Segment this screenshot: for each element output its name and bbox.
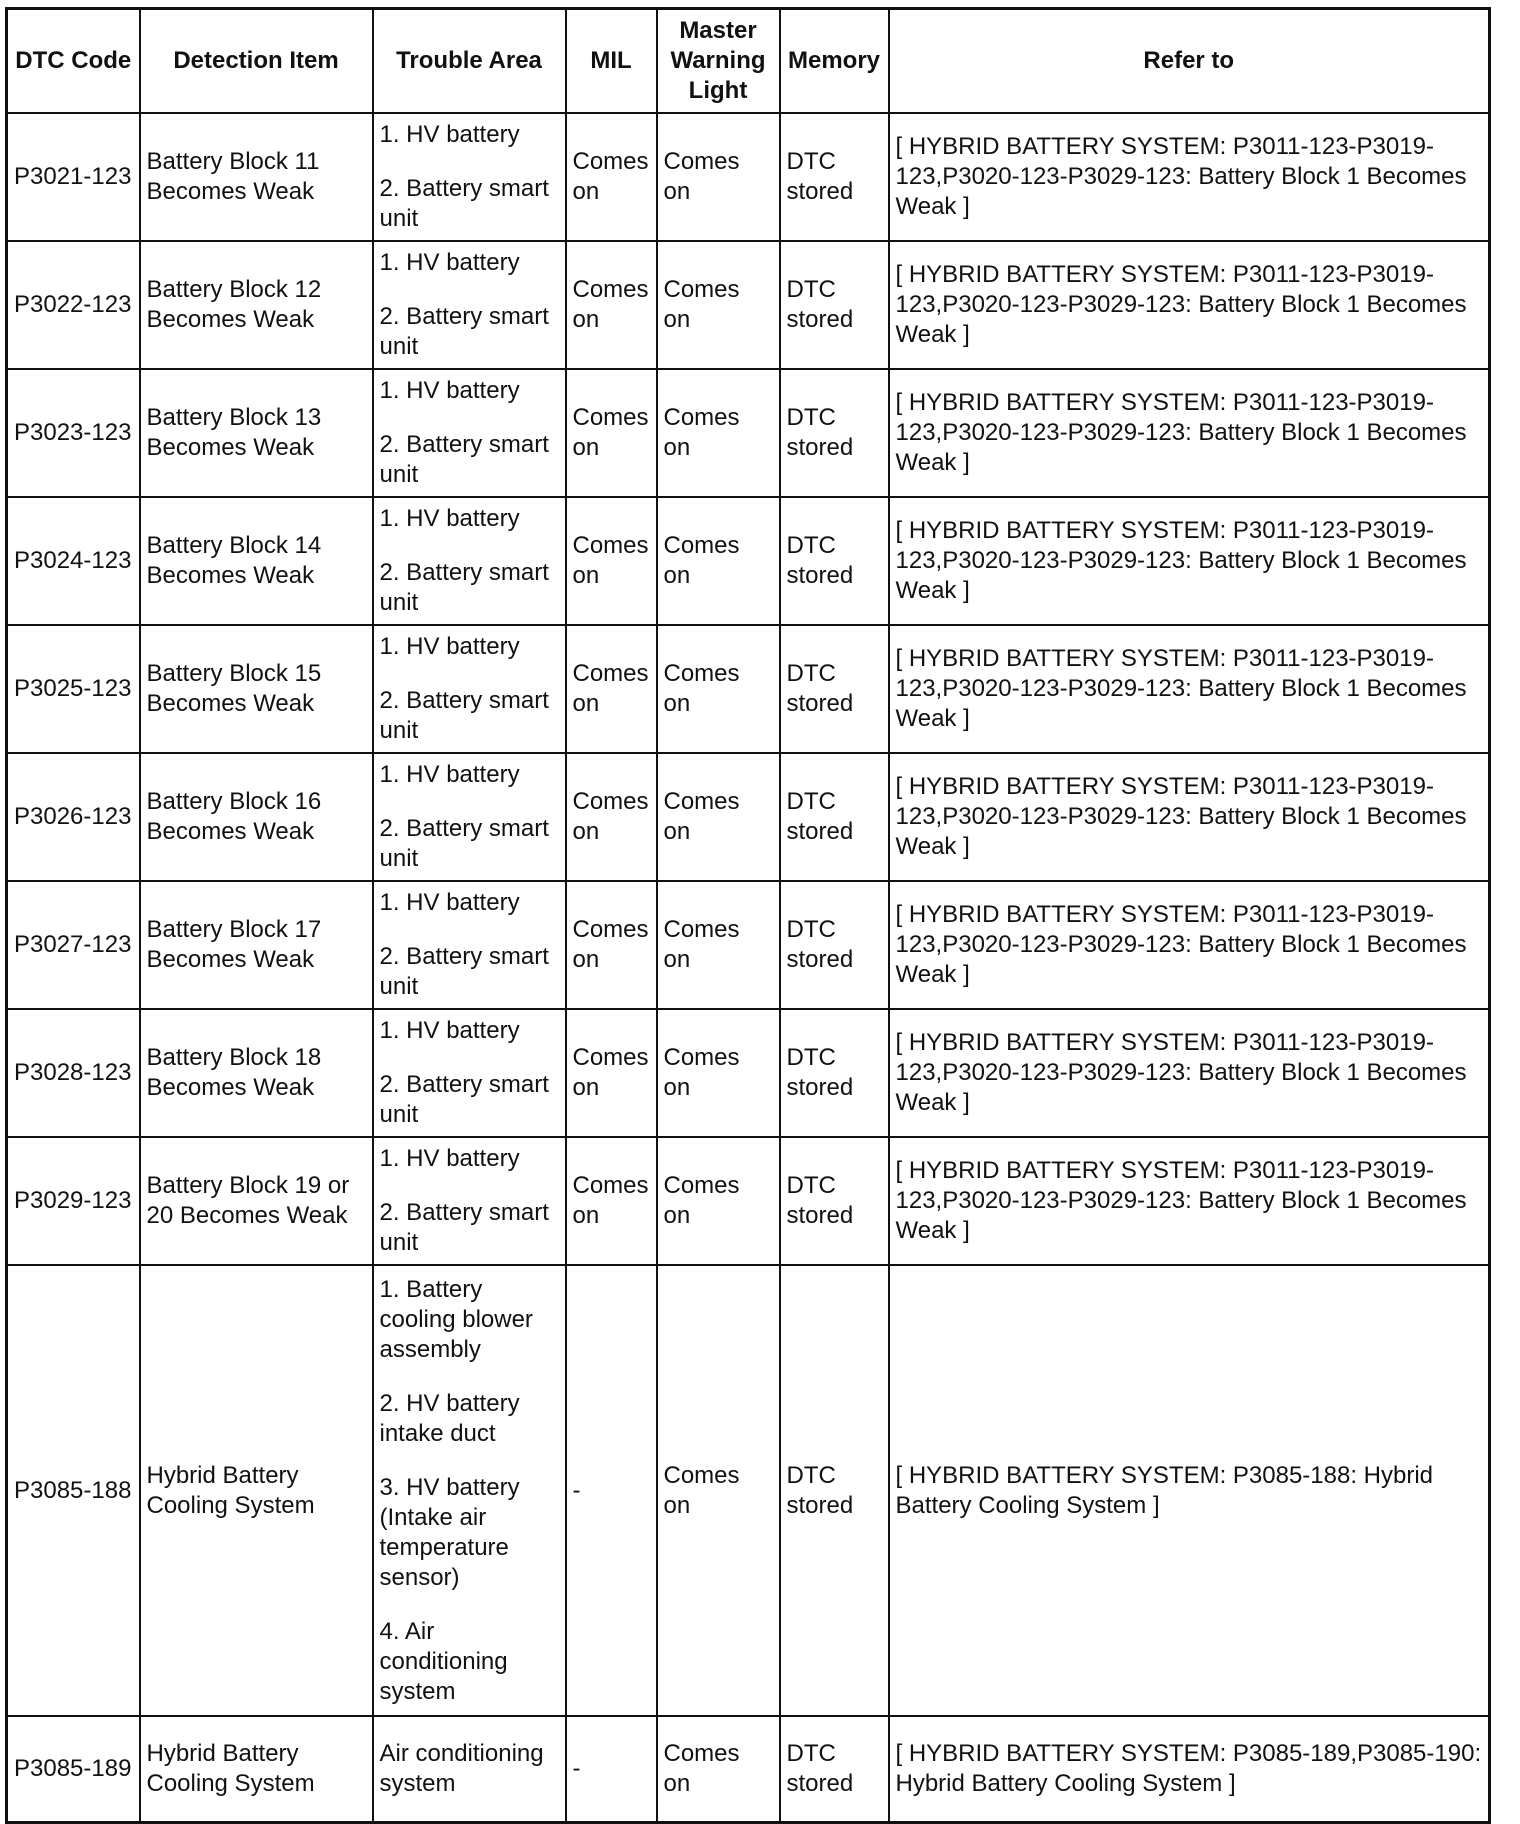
trouble-area-item: 2. Battery smart unit [379,303,549,360]
trouble-area-item: 1. HV battery [379,505,520,532]
trouble-area-item: 3. HV battery (Intake air temperature sensor) [379,1473,520,1591]
table-row [7,1009,1490,1137]
trouble-area-item: Air conditioning system [379,1740,544,1797]
header-memory: Memory [780,9,889,114]
refer-to-cell: [ HYBRID BATTERY SYSTEM: P3085-188: Hybrid Battery Cooling System ] [889,1265,1490,1716]
dtc-code-cell: P3026-123 [7,753,140,881]
detection-item-cell: Hybrid Battery Cooling System [140,1265,373,1716]
mil-cell: Comes on [566,1009,657,1137]
refer-to-cell: [ HYBRID BATTERY SYSTEM: P3011-123-P3019-123,P3020-123-P3029-123: Battery Block 1 Becomes Weak ] [889,881,1490,1009]
memory-cell: DTC stored [780,1009,889,1137]
trouble-area-cell [373,369,566,497]
header-master-warning-light: Master Warning Light [657,9,780,114]
header-mil: MIL [566,9,657,114]
detection-item-cell: Battery Block 14 Becomes Weak [140,497,373,625]
detection-item-cell: Battery Block 13 Becomes Weak [140,369,373,497]
mil-cell: Comes on [566,881,657,1009]
table-body [7,113,1490,1823]
detection-item-cell: Battery Block 18 Becomes Weak [140,1009,373,1137]
table-row [7,1716,1490,1823]
trouble-area-item: 1. HV battery [379,1017,520,1044]
dtc-code-cell: P3023-123 [7,369,140,497]
memory-cell: DTC stored [780,1716,889,1823]
master-warning-light-cell: Comes on [657,369,780,497]
table-row [7,625,1490,753]
header-detection-item: Detection Item [140,9,373,114]
dtc-code-cell: P3025-123 [7,625,140,753]
dtc-code-cell: P3024-123 [7,497,140,625]
table-row [7,1265,1490,1716]
mil-cell: Comes on [566,753,657,881]
header-refer-to: Refer to [889,9,1490,114]
trouble-area-cell [373,1716,566,1823]
master-warning-light-cell: Comes on [657,1137,780,1265]
header-dtc-code: DTC Code [7,9,140,114]
trouble-area-cell [373,1009,566,1137]
dtc-code-cell: P3022-123 [7,241,140,369]
table-row [7,241,1490,369]
trouble-area-item: 2. Battery smart unit [379,1071,549,1128]
master-warning-light-cell: Comes on [657,625,780,753]
dtc-code-cell: P3085-189 [7,1716,140,1823]
master-warning-light-cell: Comes on [657,497,780,625]
memory-cell: DTC stored [780,1137,889,1265]
mil-cell: Comes on [566,625,657,753]
memory-cell: DTC stored [780,1265,889,1716]
mil-cell: Comes on [566,497,657,625]
refer-to-cell: [ HYBRID BATTERY SYSTEM: P3011-123-P3019-123,P3020-123-P3029-123: Battery Block 1 Becomes Weak ] [889,497,1490,625]
trouble-area-cell [373,1265,566,1716]
detection-item-cell: Battery Block 15 Becomes Weak [140,625,373,753]
trouble-area-item: 1. HV battery [379,121,520,148]
trouble-area-item: 2. Battery smart unit [379,431,549,488]
trouble-area-cell [373,113,566,241]
master-warning-light-cell: Comes on [657,1716,780,1823]
refer-to-cell: [ HYBRID BATTERY SYSTEM: P3011-123-P3019-123,P3020-123-P3029-123: Battery Block 1 Becomes Weak ] [889,1009,1490,1137]
trouble-area-cell [373,881,566,1009]
trouble-area-item: 1. Battery cooling blower assembly [379,1275,533,1363]
trouble-area-item: 1. HV battery [379,633,520,660]
master-warning-light-cell: Comes on [657,241,780,369]
trouble-area-item: 2. Battery smart unit [379,1199,549,1256]
detection-item-cell: Battery Block 12 Becomes Weak [140,241,373,369]
trouble-area-item: 4. Air conditioning system [379,1617,508,1705]
trouble-area-cell [373,753,566,881]
trouble-area-item: 2. Battery smart unit [379,815,549,872]
master-warning-light-cell: Comes on [657,1009,780,1137]
trouble-area-item: 2. Battery smart unit [379,943,549,1000]
refer-to-cell: [ HYBRID BATTERY SYSTEM: P3011-123-P3019-123,P3020-123-P3029-123: Battery Block 1 Becomes Weak ] [889,113,1490,241]
mil-cell: Comes on [566,369,657,497]
memory-cell: DTC stored [780,625,889,753]
detection-item-cell: Hybrid Battery Cooling System [140,1716,373,1823]
memory-cell: DTC stored [780,497,889,625]
table-row [7,113,1490,241]
dtc-code-cell: P3085-188 [7,1265,140,1716]
dtc-code-cell: P3021-123 [7,113,140,241]
refer-to-cell: [ HYBRID BATTERY SYSTEM: P3011-123-P3019-123,P3020-123-P3029-123: Battery Block 1 Becomes Weak ] [889,1137,1490,1265]
memory-cell: DTC stored [780,113,889,241]
detection-item-cell: Battery Block 11 Becomes Weak [140,113,373,241]
trouble-area-item: 2. HV battery intake duct [379,1389,520,1447]
mil-cell: - [566,1716,657,1823]
trouble-area-item: 1. HV battery [379,889,520,916]
dtc-code-cell: P3028-123 [7,1009,140,1137]
trouble-area-item: 1. HV battery [379,1145,520,1172]
trouble-area-item: 1. HV battery [379,377,520,404]
master-warning-light-cell: Comes on [657,1265,780,1716]
mil-cell: Comes on [566,1137,657,1265]
memory-cell: DTC stored [780,241,889,369]
master-warning-light-cell: Comes on [657,113,780,241]
detection-item-cell: Battery Block 16 Becomes Weak [140,753,373,881]
refer-to-cell: [ HYBRID BATTERY SYSTEM: P3085-189,P3085-190: Hybrid Battery Cooling System ] [889,1716,1490,1823]
detection-item-cell: Battery Block 19 or 20 Becomes Weak [140,1137,373,1265]
master-warning-light-cell: Comes on [657,881,780,1009]
memory-cell: DTC stored [780,881,889,1009]
trouble-area-item: 2. Battery smart unit [379,559,549,616]
trouble-area-item: 1. HV battery [379,761,520,788]
master-warning-light-cell: Comes on [657,753,780,881]
trouble-area-item: 2. Battery smart unit [379,175,549,232]
trouble-area-cell [373,241,566,369]
mil-cell: Comes on [566,113,657,241]
mil-cell: - [566,1265,657,1716]
memory-cell: DTC stored [780,369,889,497]
mil-cell: Comes on [566,241,657,369]
dtc-code-cell: P3029-123 [7,1137,140,1265]
table-header-row [7,9,1490,114]
memory-cell: DTC stored [780,753,889,881]
table-row [7,753,1490,881]
trouble-area-cell [373,497,566,625]
refer-to-cell: [ HYBRID BATTERY SYSTEM: P3011-123-P3019-123,P3020-123-P3029-123: Battery Block 1 Becomes Weak ] [889,241,1490,369]
header-trouble-area: Trouble Area [373,9,566,114]
trouble-area-item: 1. HV battery [379,249,520,276]
dtc-code-cell: P3027-123 [7,881,140,1009]
trouble-area-cell [373,1137,566,1265]
trouble-area-item: 2. Battery smart unit [379,687,549,744]
detection-item-cell: Battery Block 17 Becomes Weak [140,881,373,1009]
table-row [7,881,1490,1009]
table-row [7,497,1490,625]
refer-to-cell: [ HYBRID BATTERY SYSTEM: P3011-123-P3019-123,P3020-123-P3029-123: Battery Block 1 Becomes Weak ] [889,753,1490,881]
table-row [7,1137,1490,1265]
refer-to-cell: [ HYBRID BATTERY SYSTEM: P3011-123-P3019-123,P3020-123-P3029-123: Battery Block 1 Becomes Weak ] [889,625,1490,753]
trouble-area-cell [373,625,566,753]
table-row [7,369,1490,497]
dtc-table [5,7,1491,1824]
refer-to-cell: [ HYBRID BATTERY SYSTEM: P3011-123-P3019-123,P3020-123-P3029-123: Battery Block 1 Becomes Weak ] [889,369,1490,497]
